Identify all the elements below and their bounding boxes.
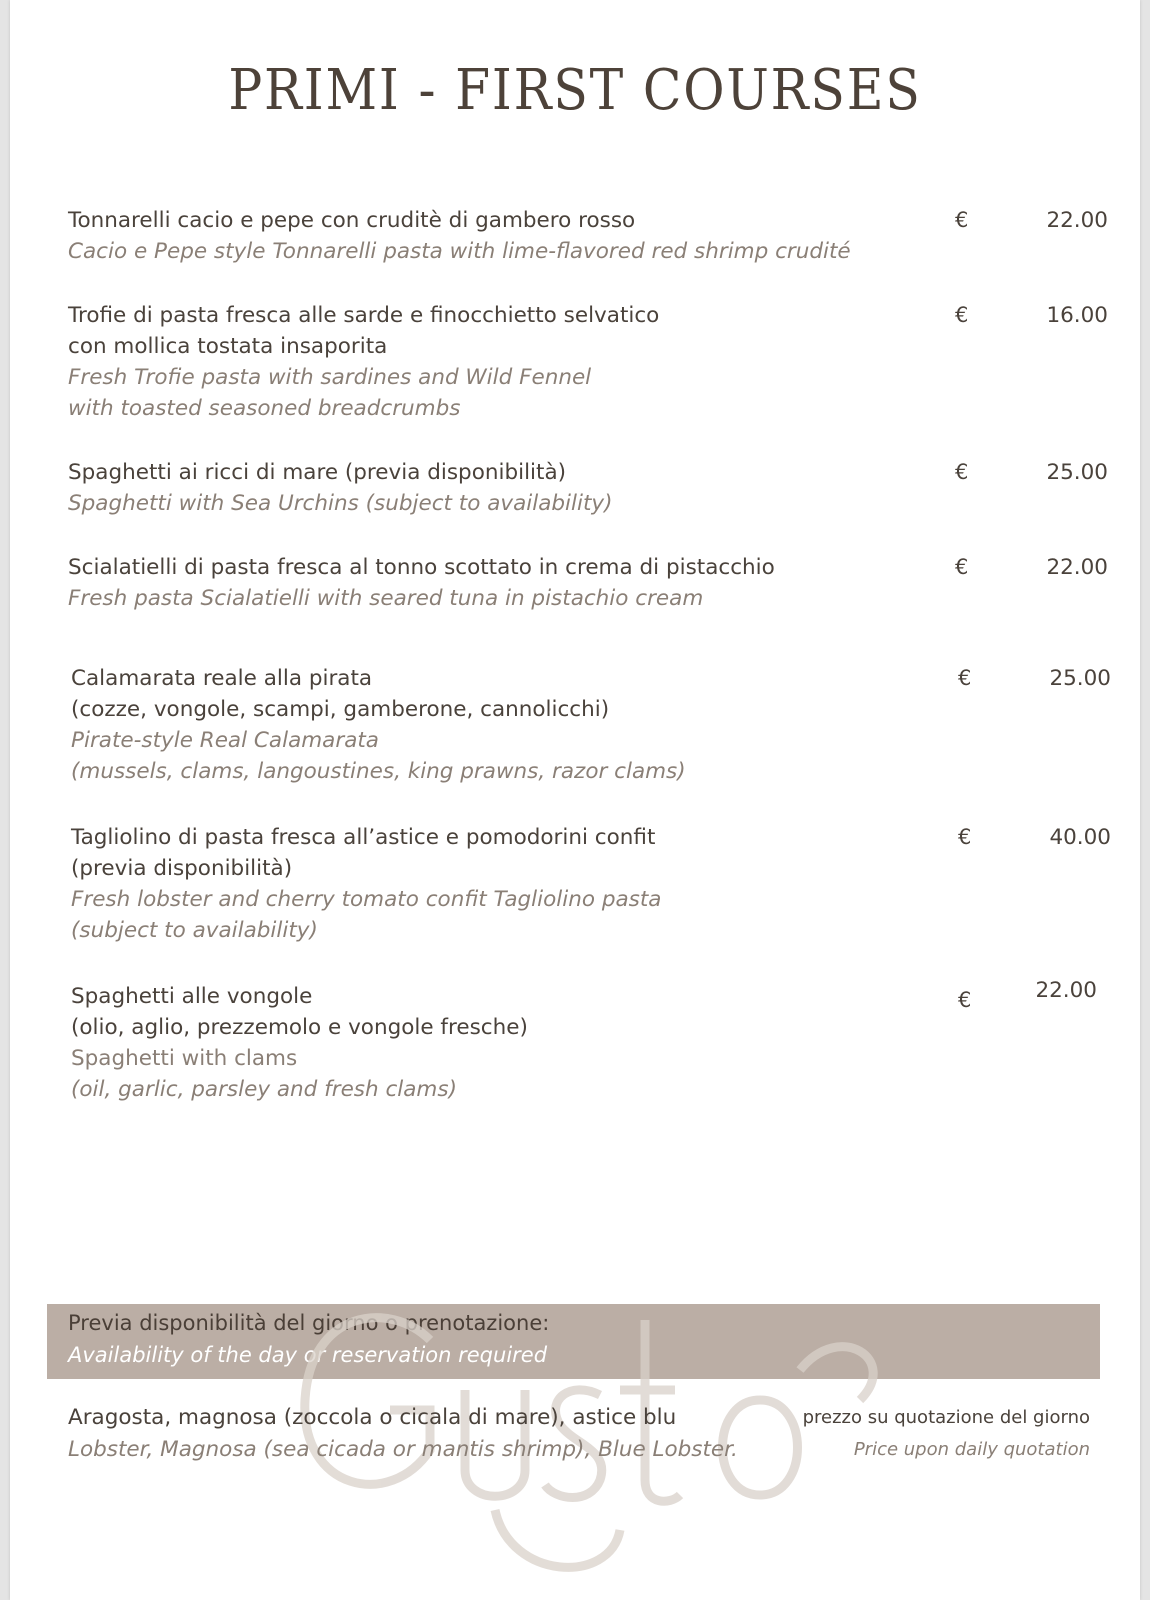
special-price-english: Price upon daily quotation (853, 1439, 1090, 1460)
dish-price: 16.00 (1046, 303, 1108, 328)
dish-price: 25.00 (1049, 666, 1111, 691)
dish-name-italian: Spaghetti alle vongole (71, 984, 313, 1009)
special-price-italian: prezzo su quotazione del giorno (802, 1407, 1090, 1428)
dish-name-english: (subject to availability) (71, 918, 318, 943)
euro-sign: € (958, 666, 972, 690)
menu-item (71, 663, 1111, 787)
menu-item (68, 457, 1108, 519)
dish-name-english: Pirate-style Real Calamarata (71, 728, 379, 753)
menu-item (68, 300, 1108, 424)
special-item-italian: Aragosta, magnosa (zoccola o cicala di mare), astice blu (68, 1405, 677, 1430)
dish-name-english: Spaghetti with Sea Urchins (subject to availability) (68, 491, 613, 516)
dish-name-english: (oil, garlic, parsley and fresh clams) (71, 1077, 457, 1102)
euro-sign: € (955, 555, 969, 579)
dish-price: 22.00 (1035, 978, 1097, 1003)
dish-name-english: Fresh Trofie pasta with sardines and Wild Fennel (68, 365, 592, 390)
dish-name-english: Fresh lobster and cherry tomato confit Tagliolino pasta (71, 887, 662, 912)
euro-sign: € (955, 303, 969, 327)
euro-sign: € (958, 825, 972, 849)
dish-name-english: Cacio e Pepe style Tonnarelli pasta with lime-flavored red shrimp crudité (68, 239, 851, 264)
dish-price: 22.00 (1046, 555, 1108, 580)
dish-name-english: Spaghetti with clams (71, 1046, 298, 1071)
dish-name-italian: Tagliolino di pasta fresca all’astice e pomodorini confit (71, 825, 656, 850)
dish-name-italian: (cozze, vongole, scampi, gamberone, cannolicchi) (71, 697, 610, 722)
menu-page (10, 0, 1140, 1600)
page-title: PRIMI - FIRST COURSES (228, 58, 922, 123)
dish-name-italian: con mollica tostata insaporita (68, 334, 388, 359)
dish-price: 22.00 (1046, 208, 1108, 233)
dish-name-italian: Calamarata reale alla pirata (71, 666, 373, 691)
menu-item (71, 822, 1111, 946)
menu-item (68, 205, 1108, 267)
notice-english: Availability of the day or reservation required (68, 1343, 548, 1367)
dish-name-italian: (previa disponibilità) (71, 856, 293, 881)
special-item-english: Lobster, Magnosa (sea cicada or mantis shrimp), Blue Lobster. (68, 1437, 738, 1462)
dish-name-english: (mussels, clams, langoustines, king prawns, razor clams) (71, 759, 686, 784)
dish-name-italian: Tonnarelli cacio e pepe con cruditè di gambero rosso (68, 208, 636, 233)
notice-italian: Previa disponibilità del giorno o prenotazione: (68, 1311, 550, 1335)
dish-name-italian: (olio, aglio, prezzemolo e vongole fresche) (71, 1015, 528, 1040)
dish-name-italian: Scialatielli di pasta fresca al tonno scottato in crema di pistacchio (68, 555, 775, 580)
menu-item (71, 978, 1111, 1105)
euro-sign: € (955, 208, 969, 232)
euro-sign: € (955, 460, 969, 484)
dish-name-italian: Spaghetti ai ricci di mare (previa disponibilità) (68, 460, 567, 485)
euro-sign: € (958, 988, 972, 1012)
dish-name-english: Fresh pasta Scialatielli with seared tuna in pistachio cream (68, 586, 704, 611)
availability-notice (47, 1304, 1100, 1379)
menu-item (68, 552, 1108, 614)
dish-price: 25.00 (1046, 460, 1108, 485)
dish-price: 40.00 (1049, 825, 1111, 850)
dish-name-italian: Trofie di pasta fresca alle sarde e finocchietto selvatico (68, 303, 660, 328)
dish-name-english: with toasted seasoned breadcrumbs (68, 396, 461, 421)
